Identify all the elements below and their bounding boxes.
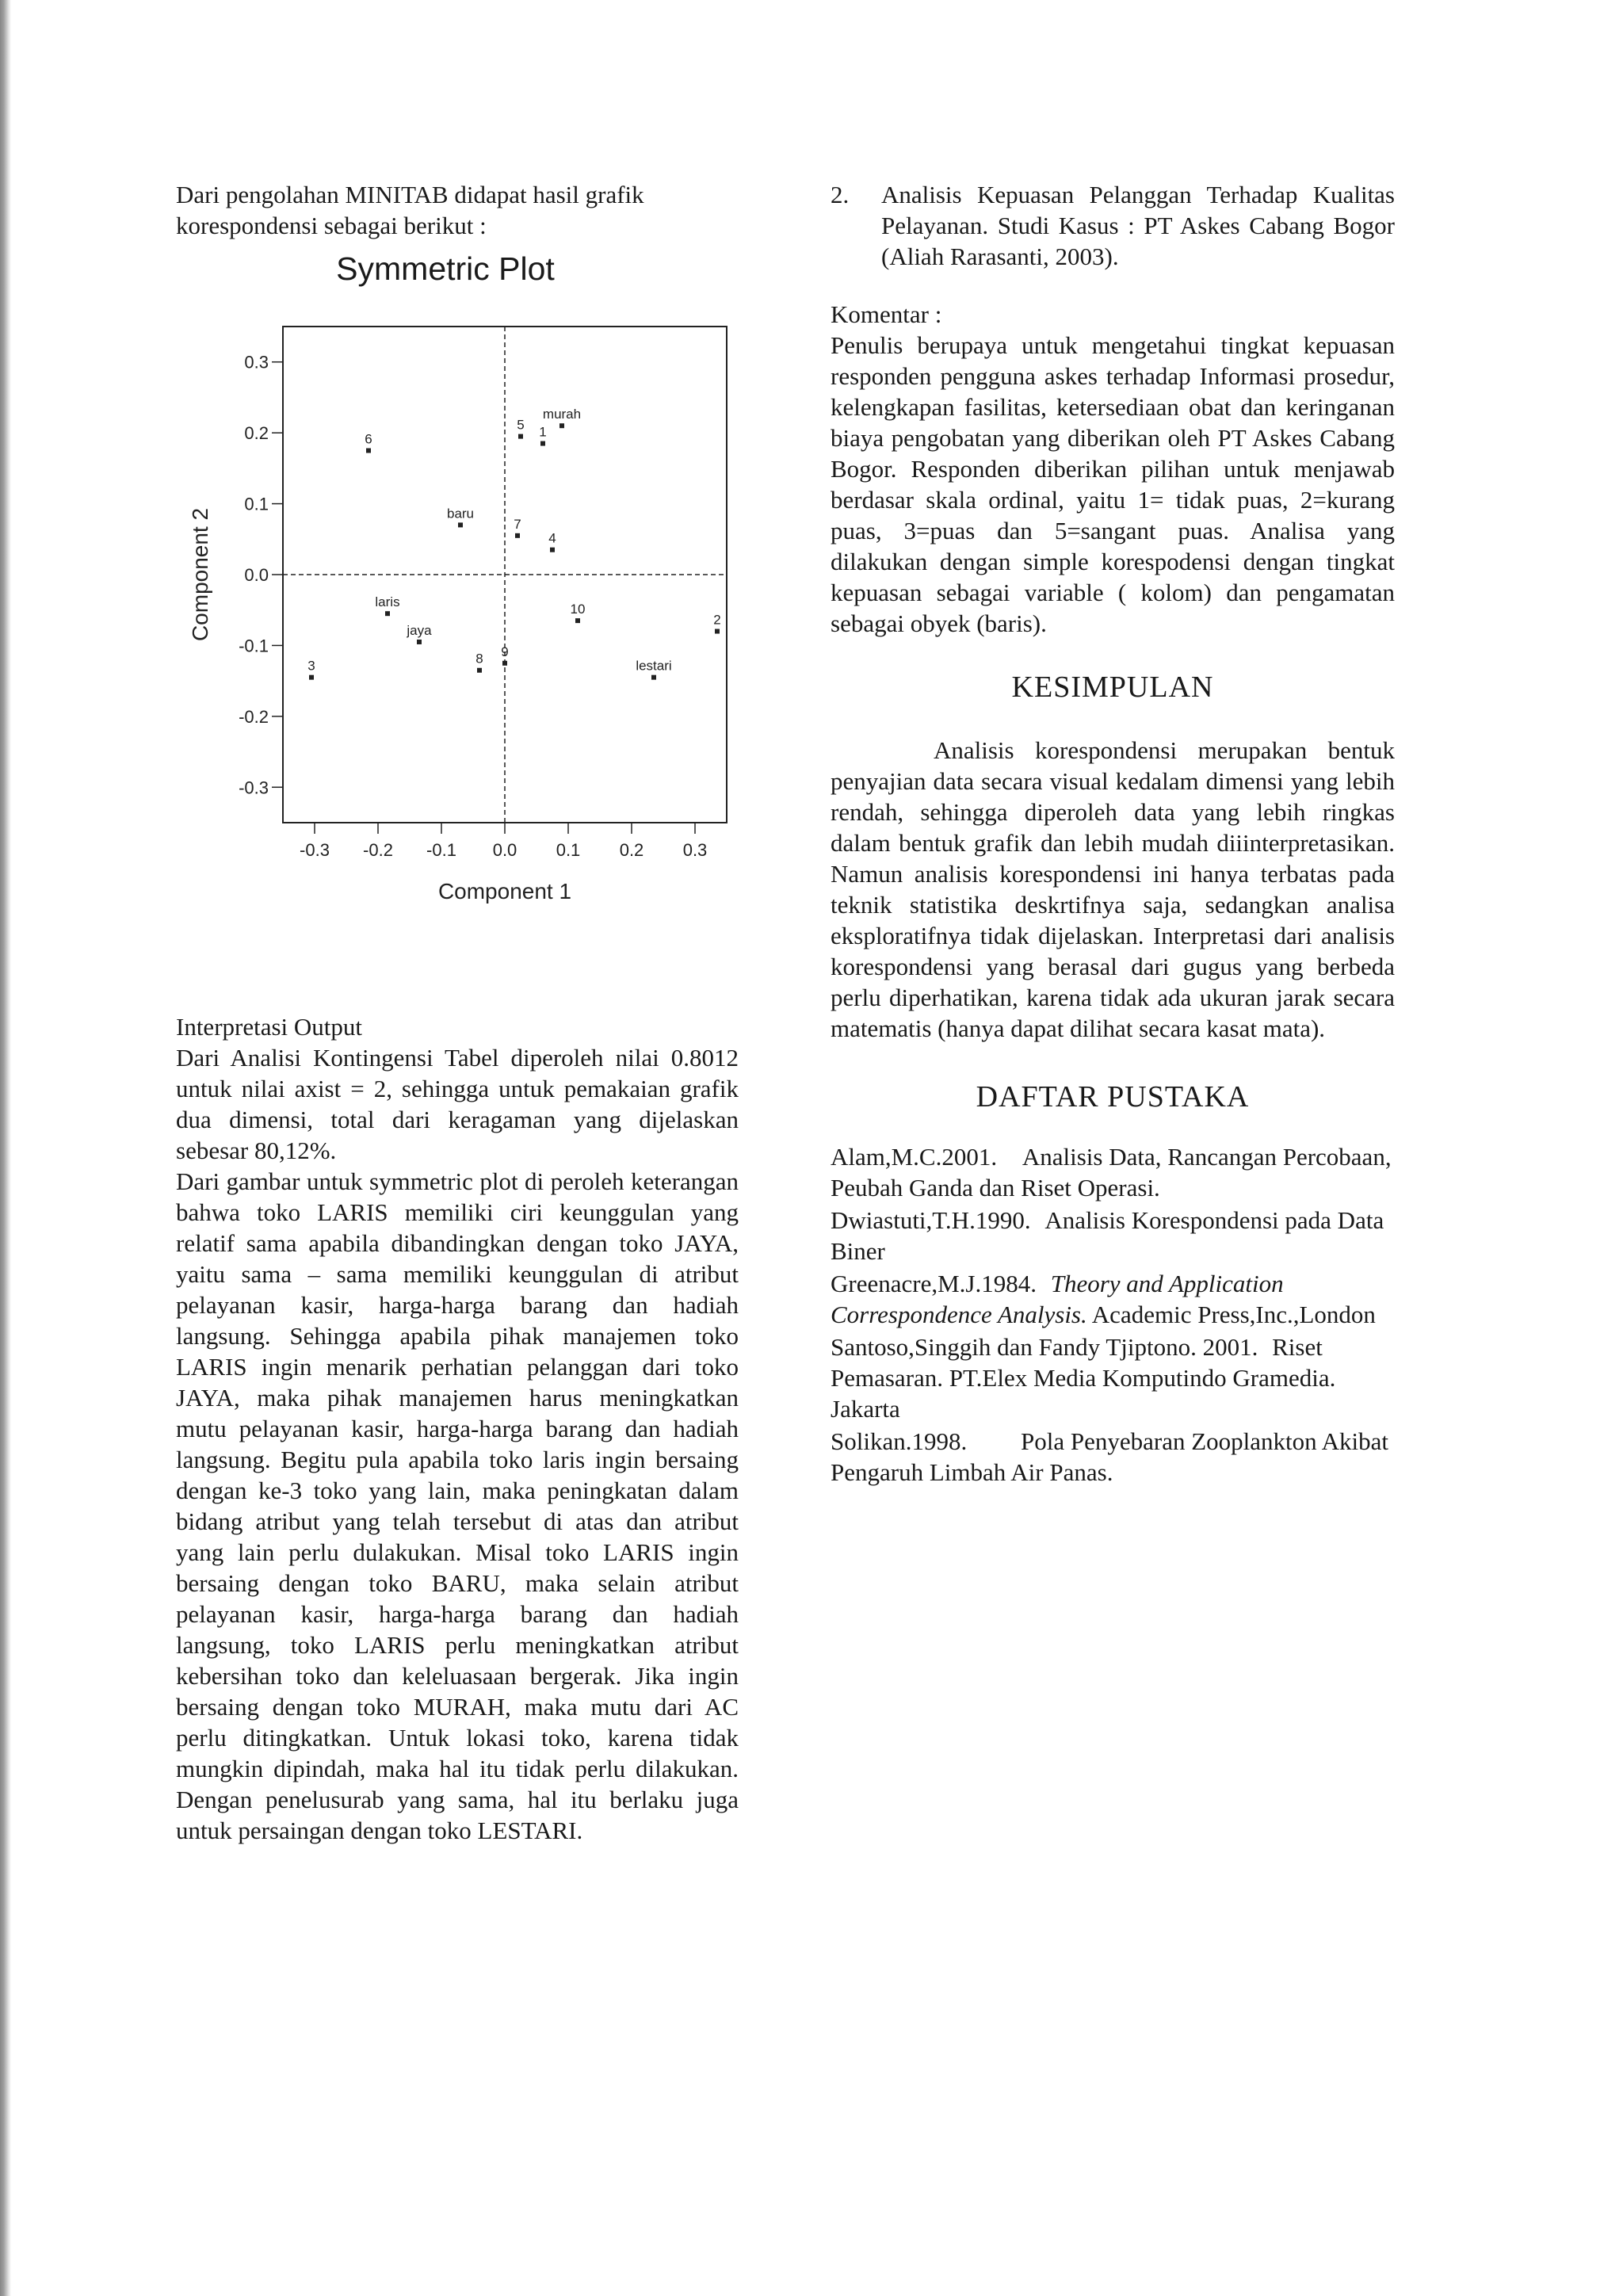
data-point-label: laris xyxy=(375,594,400,610)
data-point-label: 5 xyxy=(517,417,525,433)
reference-text: Academic Press,Inc.,London xyxy=(1091,1301,1376,1328)
x-axis-label: Component 1 xyxy=(437,879,572,904)
data-point xyxy=(575,618,580,623)
x-tick-label: 0.3 xyxy=(682,840,708,860)
output-heading: Interpretasi Output xyxy=(176,1013,363,1041)
y-axis-label: Component 2 xyxy=(188,507,212,642)
symmetric-plot xyxy=(120,287,747,1016)
reference-item xyxy=(831,1141,1395,1203)
y-tick-label: 0.3 xyxy=(244,352,269,372)
reference-author: Solikan.1998. xyxy=(831,1427,968,1455)
item-number: 2. xyxy=(831,181,850,208)
x-tick-label: -0.1 xyxy=(426,840,456,860)
intro-text: Dari pengolahan MINITAB didapat hasil grafik korespondensi sebagai berikut : xyxy=(176,181,644,239)
data-point-label: 4 xyxy=(548,530,556,546)
y-tick-label: -0.1 xyxy=(239,636,269,656)
right-column xyxy=(831,179,1395,1488)
data-point-label: 3 xyxy=(307,658,315,674)
x-tick-label: -0.2 xyxy=(363,840,393,860)
data-point-label: 10 xyxy=(570,602,586,617)
reference-text: Analisis Korespondensi pada Data Biner xyxy=(831,1206,1384,1265)
data-point-label: 2 xyxy=(713,612,721,628)
item-text: Analisis Kepuasan Pelanggan Terhadap Kualitas Pelayanan. Studi Kasus : PT Askes Cabang Bogor (Aliah Rarasanti, 2003). xyxy=(881,181,1395,270)
data-point-label: murah xyxy=(542,407,582,422)
data-point xyxy=(651,675,656,680)
x-tick-label: -0.3 xyxy=(300,840,330,860)
output-paragraph-1: Dari Analisi Kontingensi Tabel diperoleh nilai 0.8012 untuk nilai axist = 2, sehingga untuk pemakaian grafik dua dimensi, total dari keragaman yang dijelaskan sebesar 80,12%. xyxy=(176,1044,739,1164)
kesimpulan-title: KESIMPULAN xyxy=(1011,670,1214,704)
x-tick-label: 0.0 xyxy=(492,840,517,860)
reference-author: Dwiastuti,T.H.1990. xyxy=(831,1206,1031,1234)
scan-edge xyxy=(0,0,11,2296)
reference-author: Alam,M.C.2001. xyxy=(831,1143,998,1171)
komentar-label: Komentar : xyxy=(831,300,942,328)
reference-item xyxy=(831,1426,1395,1488)
left-column xyxy=(176,179,739,1846)
data-point xyxy=(715,629,720,634)
data-point xyxy=(559,423,564,428)
kesimpulan-text: Analisis korespondensi merupakan bentuk penyajian data secara visual kedalam dimensi yang lebih rendah, sehingga diperoleh data yang lebih ringkas dalam bentuk grafik dan lebih mudah diiinterpretasikan. Namun analisis korespondensi ini hanya terbatas pada teknik statistika deskrtifnya saja, sedangkan analisa eksploratifnya tidak dijelaskan. Interpretasi dari analisis korespondensi yang berasal dari gugus yang berbeda perlu diperhatikan, karena tidak ada ukuran jarak secara matematis (hanya dapat dilihat secara kasat mata). xyxy=(831,736,1395,1042)
plot-title: Symmetric Plot xyxy=(336,250,555,287)
data-point xyxy=(309,675,314,680)
reference-author: Santoso,Singgih dan Fandy Tjiptono. 2001. xyxy=(831,1333,1258,1361)
reference-item xyxy=(831,1205,1395,1266)
reference-title: Theory and Application Correspondence Analysis. xyxy=(831,1270,1284,1328)
y-tick-label: -0.2 xyxy=(239,706,269,727)
y-tick-label: 0.2 xyxy=(244,423,269,444)
data-point xyxy=(540,441,545,446)
reference-text: Analisis Data, Rancangan Percobaan, Peubah Ganda dan Riset Operasi. xyxy=(831,1143,1392,1201)
reference-text: Pola Penyebaran Zooplankton Akibat Pengaruh Limbah Air Panas. xyxy=(831,1427,1389,1486)
data-point xyxy=(385,611,390,616)
data-point xyxy=(502,661,507,666)
data-point-label: lestari xyxy=(636,658,672,674)
data-point xyxy=(477,668,482,673)
data-point-label: 7 xyxy=(514,516,521,532)
data-point-label: 8 xyxy=(475,651,483,667)
y-tick-label: 0.0 xyxy=(244,565,269,585)
x-tick-label: 0.1 xyxy=(556,840,581,860)
data-point-label: 9 xyxy=(501,644,509,659)
x-tick-label: 0.2 xyxy=(619,840,644,860)
data-point-label: baru xyxy=(446,506,475,521)
y-tick-label: -0.3 xyxy=(239,777,269,798)
data-point xyxy=(518,434,523,439)
numbered-item xyxy=(831,179,1395,272)
data-point xyxy=(458,522,463,527)
reference-list xyxy=(831,1141,1395,1488)
data-point-label: 6 xyxy=(365,431,372,447)
data-point-label: 1 xyxy=(539,424,547,440)
daftar-pustaka-title: DAFTAR PUSTAKA xyxy=(976,1080,1250,1114)
reference-item xyxy=(831,1331,1395,1424)
data-point xyxy=(515,533,520,538)
symmetric-plot-svg xyxy=(120,287,747,1000)
output-paragraph-2: Dari gambar untuk symmetric plot di peroleh keterangan bahwa toko LARIS memiliki ciri keunggulan yang relatif sama apabila dibandingkan dengan toko JAYA, yaitu sama – sama memiliki keunggulan di atribut pelayanan kasir, harga-harga barang dan hadiah langsung. Sehingga apabila pihak manajemen toko LARIS ingin menarik perhatian pelanggan dari toko JAYA, maka pihak manajemen harus meningkatkan mutu pelayanan kasir, harga-harga barang dan hadiah langsung. Begitu pula apabila toko laris ingin bersaing dengan ke-3 toko yang lain, maka peningkatan dalam bidang atribut yang telah tersebut di atas dan atribut yang lain perlu dulakukan. Misal toko LARIS ingin bersaing dengan toko BARU, maka selain atribut pelayanan kasir, harga-harga barang dan hadiah langsung, toko LARIS perlu meningkatkan atribut kebersihan toko dan keleluasaan bergerak. Jika ingin bersaing dengan toko MURAH, maka mutu dari AC perlu ditingkatkan. Untuk lokasi toko, karena tidak mungkin dipindah, maka hal itu tidak perlu dilakukan. Dengan penelusurab yang sama, hal itu berlaku juga untuk persaingan dengan toko LESTARI. xyxy=(176,1167,739,1844)
data-point xyxy=(417,640,422,644)
reference-item xyxy=(831,1268,1395,1330)
data-point xyxy=(366,449,371,453)
reference-author: Greenacre,M.J.1984. xyxy=(831,1270,1037,1297)
data-point xyxy=(550,548,555,552)
komentar-text: Penulis berupaya untuk mengetahui tingkat kepuasan responden pengguna askes terhadap Informasi prosedur, kelengkapan fasilitas, ketersediaan obat dan keringanan biaya pengobatan yang diberikan oleh PT Askes Cabang Bogor. Responden diberikan pilihan untuk menjawab berdasar skala ordinal, yaitu 1= tidak puas, 2=kurang puas, 3=puas dan 5=sangant puas. Analisa yang dilakukan dengan simple korespodensi dengan tingkat kepuasan sebagai variable ( kolom) dan pengamatan sebagai obyek (baris). xyxy=(831,331,1395,637)
y-tick-label: 0.1 xyxy=(244,494,269,514)
data-point-label: jaya xyxy=(407,622,432,638)
reference-text: Riset Pemasaran. PT.Elex Media Komputindo Gramedia. Jakarta xyxy=(831,1333,1336,1423)
